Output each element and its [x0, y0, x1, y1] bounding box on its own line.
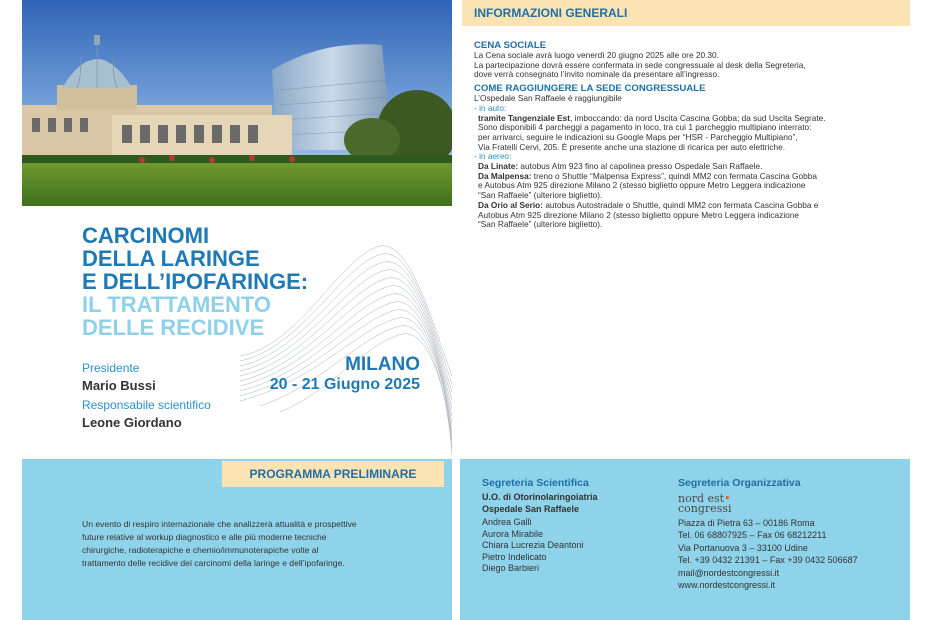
malpensa-text: treno o Shuttle “Malpensa Express”, quindi MM2 con fermata Cascina Gobba [531, 170, 817, 181]
unit-line: U.O. di Otorinolaringoiatria [482, 492, 598, 502]
info-text [474, 38, 886, 230]
member-name: Pietro Indelicato [482, 551, 547, 562]
title-line: IL TRATTAMENTO [82, 292, 272, 317]
linate-bold: Da Linate: [478, 161, 519, 172]
nordest-logo [678, 494, 908, 514]
member-name: Diego Barbieri [482, 563, 540, 573]
logo-line: congressi [678, 502, 732, 515]
website-link[interactable]: www.nordestcongressi.it [678, 579, 776, 590]
segreteria-scientifica [482, 477, 662, 575]
come-title: COME RAGGIUNGERE LA SEDE CONGRESSUALE [474, 83, 706, 95]
malpensa-line: e Autobus Atm 925 direzione Milano 2 (stesso biglietto oppure Metro Leggera indicazione [478, 180, 806, 191]
desc-line: future relative al workup diagnostico e alle più moderne tecniche [82, 532, 327, 542]
aereo-label: - in aereo: [474, 151, 512, 162]
orio-line: Autobus Atm 925 direzione Milano 2 (stesso biglietto oppure Metro Leggera indicazione [478, 209, 800, 220]
auto-line: Sono disponibili 4 parcheggi a pagamento in loco, tra cui 1 parcheggio multipiano interrato: [478, 122, 812, 133]
title-line: DELLA LARINGE [82, 246, 260, 271]
segreteria-scientifica-title: Segreteria Scientifica [482, 477, 589, 489]
auto-bold: tramite Tangenziale Est [478, 112, 571, 123]
member-name: Andrea Galli [482, 517, 532, 527]
linate-text: autobus Atm 923 fino al capolinea presso Ospedale San Raffaele. [518, 161, 763, 172]
event-dates: 20 - 21 Giugno 2025 [269, 376, 420, 393]
presidente-name: Mario Bussi [82, 378, 156, 393]
orio-text: autobus Autostradale o Shuttle, quindi MM2 con fermata Cascina Gobba e [543, 199, 819, 210]
malpensa-bold: Da Malpensa: [478, 170, 532, 181]
phone-line: Tel. 06 68807925 – Fax 06 68212211 [678, 529, 827, 540]
malpensa-line: “San Raffaele” (ulteriore biglietto). [478, 190, 603, 201]
cover-title [82, 224, 422, 339]
address-line: Via Portanuova 3 – 33100 Udine [678, 543, 808, 553]
desc-line: Un evento di respiro internazionale che analizzerà attualità e prospettive [82, 519, 357, 529]
auto-line: Via Fratelli Cervi, 205. È presente anche una stazione di ricarica per auto elettriche. [478, 141, 785, 152]
title-line: CARCINOMI [82, 223, 210, 248]
member-name: Chiara Lucrezia Deantoni [482, 540, 584, 550]
come-intro: L’Ospedale San Raffaele è raggiungibile [474, 93, 622, 104]
unit-line: Ospedale San Raffaele [482, 503, 580, 514]
presidente-label: Presidente [82, 361, 140, 375]
phone-line: Tel. +39 0432 21391 – Fax +39 0432 506687 [678, 554, 858, 565]
segreteria-organizzativa-title: Segreteria Organizzativa [678, 477, 801, 489]
orio-line: “San Raffaele” (ulteriore biglietto). [478, 219, 603, 230]
cena-title: CENA SOCIALE [474, 40, 547, 51]
desc-line: chirurgiche, radioterapiche e chemio/immunoterapiche volte al [82, 545, 319, 555]
programma-label: PROGRAMMA PRELIMINARE [249, 467, 417, 481]
responsabile-label: Responsabile scientifico [82, 398, 211, 412]
address-line: Piazza di Pietra 63 – 00186 Roma [678, 518, 815, 528]
programma-description [82, 518, 422, 570]
title-line: E DELL’IPOFARINGE: [82, 269, 309, 294]
cena-line: La partecipazione dovrà essere confermata in sede congressuale al desk della Segreteria, [474, 59, 806, 70]
presidenza-block [82, 361, 282, 430]
responsabile-name: Leone Giordano [82, 415, 182, 430]
desc-line: trattamento delle recidive dei carcinomi della laringe e dell’ipofaringe. [82, 558, 345, 568]
title-line: DELLE RECIDIVE [82, 315, 265, 340]
member-name: Aurora Mirabile [482, 528, 544, 539]
email-link[interactable]: mail@nordestcongressi.it [678, 568, 780, 578]
cena-line: dove verrà consegnato l’invito nominale da presentare all’ingresso. [474, 69, 720, 80]
segreteria-organizzativa [678, 477, 908, 591]
auto-line: per arrivarci, seguire le indicazioni su Google Maps per “HSR - Parcheggio Multipiano”, [478, 131, 798, 142]
event-city: MILANO [345, 354, 420, 375]
info-header-bar [462, 0, 910, 26]
auto-text: , imboccando: da nord Uscita Cascina Gobba; da sud Uscita Segrate. [570, 112, 826, 123]
info-header: INFORMAZIONI GENERALI [474, 6, 628, 20]
orio-bold: Da Orio al Serio: [478, 199, 544, 210]
hospital-photo [22, 0, 452, 206]
programma-label-box [222, 461, 444, 487]
cena-line: La Cena sociale avrà luogo venerdì 20 giugno 2025 alle ore 20.30. [474, 50, 719, 60]
auto-label: - in auto: [474, 102, 507, 113]
logo-dot-icon: • [724, 492, 731, 505]
logo-line: nord est [678, 492, 725, 505]
